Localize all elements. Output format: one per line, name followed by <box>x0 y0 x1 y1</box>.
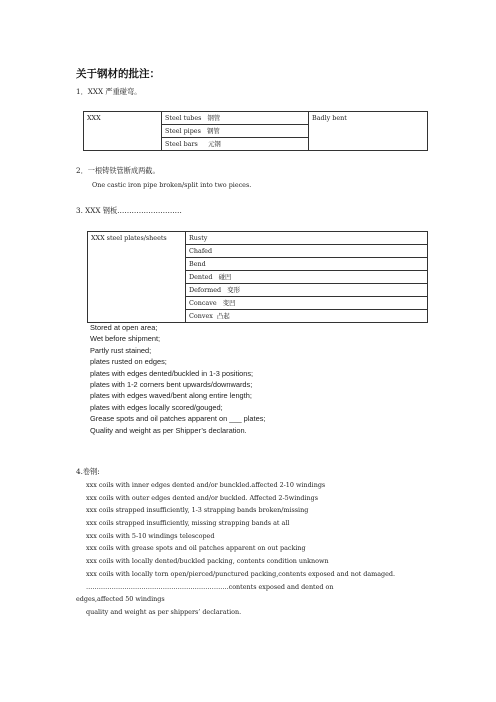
table-cell-item: Dented 碰凹 <box>186 271 428 284</box>
list-item: Grease spots and oil patches apparent on ___ plates; <box>90 414 266 424</box>
table-cell-condition: Badly bent <box>309 112 428 151</box>
list-item: xxx coils strapped insufficiently, missing strapping bands at all <box>86 519 290 528</box>
section-3-heading: 3. XXX 钢板……………………… <box>76 206 182 215</box>
list-item: Quality and weight as per Shipper’s declaration. <box>90 425 247 435</box>
table-cell-item: Steel tubes 钢管 <box>162 112 309 125</box>
list-item: ………………………………………………………….contents exposed and dented on <box>86 582 334 591</box>
table-cell-item: Deformed 变形 <box>186 284 428 297</box>
table-cell-subject: XXX <box>84 112 162 151</box>
section-4-notes <box>76 479 396 619</box>
list-item: xxx coils with locally dented/buckled packing, contents condition unknown <box>86 557 329 566</box>
list-item: plates with 1-2 corners bent upwards/downwards; <box>90 379 253 389</box>
list-item: xxx coils with 5-10 windings telescoped <box>86 531 215 540</box>
table-cell-subject: XXX steel plates/sheets <box>88 232 186 323</box>
list-item: xxx coils with locally torn open/pierced/punctured packing,contents exposed and not damaged. <box>86 569 396 578</box>
table-cell-item: Chafed <box>186 245 428 258</box>
list-item: xxx coils strapped insufficiently, 1-3 strapping bands broken/missing <box>86 506 309 515</box>
list-item: xxx coils with inner edges dented and/or bunckled.affected 2-10 windings <box>86 481 326 489</box>
list-item: plates rusted on edges; <box>90 357 167 367</box>
section-1-table <box>83 111 428 151</box>
list-item: Partly rust stained; <box>90 345 152 355</box>
table-cell-item: Bend <box>186 258 428 271</box>
list-item: plates with edges waved/bent along entire length; <box>90 391 252 401</box>
list-item: xxx coils with grease spots and oil patches apparent on out packing <box>86 544 306 553</box>
table-cell-item: Steel bars 元钢 <box>162 138 309 151</box>
table-cell-item: Concave 变凹 <box>186 297 428 310</box>
list-item: quality and weight as per shippers’ declaration. <box>86 607 242 616</box>
section-2-heading: 2．一根铸铁管断成两截。 <box>76 166 160 175</box>
list-item: xxx coils with outer edges dented and/or buckled. Affected 2-5windings <box>86 493 318 502</box>
list-item: Stored at open area; <box>90 323 158 332</box>
section-3-notes <box>90 322 265 436</box>
table-cell-item: Rusty <box>186 232 428 245</box>
section-2-english: One castic iron pipe broken/split into two pieces. <box>92 181 252 189</box>
section-3-table <box>87 231 428 323</box>
page-title: 关于钢材的批注： <box>76 68 160 80</box>
list-item: edges,affected 50 windings <box>76 595 165 604</box>
section-4-heading: 4.卷钢: <box>76 467 100 476</box>
section-1-heading: 1．XXX 严重碰弯。 <box>76 87 142 96</box>
table-cell-item: Steel pipes 钢管 <box>162 125 309 138</box>
table-cell-item: Convex 凸起 <box>186 310 428 323</box>
list-item: plates with edges dented/buckled in 1-3 positions; <box>90 368 254 378</box>
list-item: Wet before shipment; <box>90 334 161 344</box>
list-item: plates with edges locally scored/gouged; <box>90 402 223 412</box>
